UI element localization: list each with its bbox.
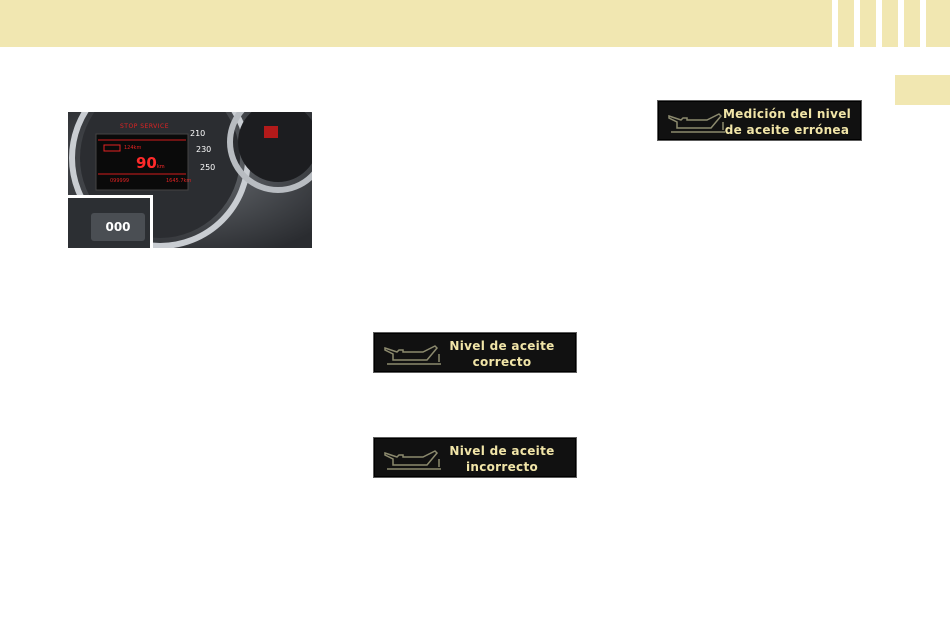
section-tab bbox=[895, 75, 950, 105]
oil-level-correct-panel bbox=[373, 332, 577, 373]
panel-line-1: Nivel de aceite bbox=[449, 339, 555, 353]
speed-unit: km bbox=[156, 164, 165, 170]
trip-distance: 124km bbox=[124, 145, 142, 151]
oil-can-icon bbox=[383, 447, 443, 473]
oil-can-icon bbox=[667, 110, 727, 136]
svg-text:210: 210 bbox=[190, 129, 206, 138]
trip-reset-button[interactable]: 000 bbox=[91, 213, 145, 241]
header-stripes bbox=[826, 0, 950, 47]
odometer: 099999 bbox=[110, 178, 130, 184]
svg-text:250: 250 bbox=[200, 163, 216, 172]
range: 1645.7km bbox=[166, 178, 192, 184]
reset-button-inset bbox=[68, 195, 153, 248]
instrument-cluster-photo bbox=[68, 112, 312, 248]
cluster-warning: STOP SERVICE bbox=[120, 123, 170, 130]
oil-level-incorrect-panel bbox=[373, 437, 577, 478]
speed-readout bbox=[136, 154, 165, 172]
oil-can-icon bbox=[383, 342, 443, 368]
panel-message bbox=[722, 106, 852, 138]
panel-line-1: Medición del nivel bbox=[722, 107, 852, 121]
panel-line-2: de aceite errónea bbox=[724, 123, 850, 137]
panel-line-2: correcto bbox=[472, 355, 532, 369]
panel-line-1: Nivel de aceite bbox=[449, 444, 555, 458]
header-band bbox=[0, 0, 950, 47]
panel-message bbox=[437, 443, 567, 475]
speed-value: 90 bbox=[136, 154, 157, 172]
svg-text:230: 230 bbox=[196, 145, 212, 154]
oil-level-error-panel bbox=[657, 100, 862, 141]
panel-message bbox=[437, 338, 567, 370]
panel-line-2: incorrecto bbox=[465, 460, 539, 474]
